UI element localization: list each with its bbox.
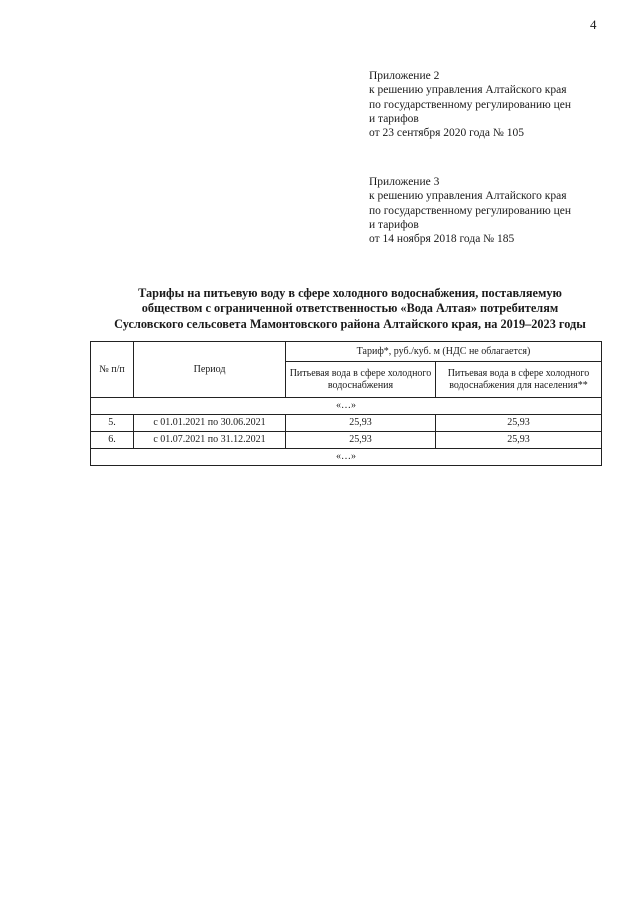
page-number: 4 [590, 17, 597, 32]
row-water-population: 25,93 [436, 432, 602, 449]
appendix-3-line: по государственному регулированию цен [369, 204, 572, 217]
ellipsis-bottom: «…» [91, 449, 602, 466]
row-water-population: 25,93 [436, 415, 602, 432]
header-water-population: Питьевая вода в сфере холодного водоснабжения для населения** [436, 362, 602, 398]
document-title [60, 286, 639, 332]
appendix-3-line: от 14 ноября 2018 года № 185 [369, 233, 515, 246]
row-period: с 01.07.2021 по 31.12.2021 [134, 432, 286, 449]
row-water: 25,93 [286, 432, 436, 449]
table-row [91, 432, 602, 449]
appendix-3-line: к решению управления Алтайского края [369, 190, 567, 203]
table-header-row [91, 342, 602, 362]
header-number: № п/п [91, 342, 134, 398]
appendix-3-header [369, 175, 571, 246]
header-tariff-group: Тариф*, руб./куб. м (НДС не облагается) [286, 342, 602, 362]
appendix-2-line: к решению управления Алтайского края [369, 84, 567, 97]
appendix-2-header [369, 69, 571, 140]
table-row [91, 415, 602, 432]
ellipsis-top: «…» [91, 398, 602, 415]
table-ellipsis-row [91, 449, 602, 466]
title-line: Сусловского сельсовета Мамонтовского района Алтайского края, на 2019–2023 годы [114, 316, 586, 331]
title-line: Тарифы на питьевую воду в сфере холодного водоснабжения, поставляемую [138, 286, 562, 300]
row-number: 6. [91, 432, 134, 449]
appendix-2-line: Приложение 2 [369, 70, 440, 82]
row-period: с 01.01.2021 по 30.06.2021 [134, 415, 286, 432]
row-water: 25,93 [286, 415, 436, 432]
appendix-2-line: от 23 сентября 2020 года № 105 [369, 127, 524, 140]
header-water: Питьевая вода в сфере холодного водоснабжения [286, 362, 436, 398]
row-number: 5. [91, 415, 134, 432]
appendix-2-line: и тарифов [369, 112, 419, 125]
tariff-table [90, 341, 602, 466]
appendix-2-line: по государственному регулированию цен [369, 98, 572, 111]
title-line: обществом с ограниченной ответственностью «Вода Алтая» потребителям [141, 301, 559, 316]
header-period: Период [134, 342, 286, 398]
table-ellipsis-row [91, 398, 602, 415]
appendix-3-line: и тарифов [369, 218, 419, 231]
appendix-3-line: Приложение 3 [369, 176, 440, 188]
